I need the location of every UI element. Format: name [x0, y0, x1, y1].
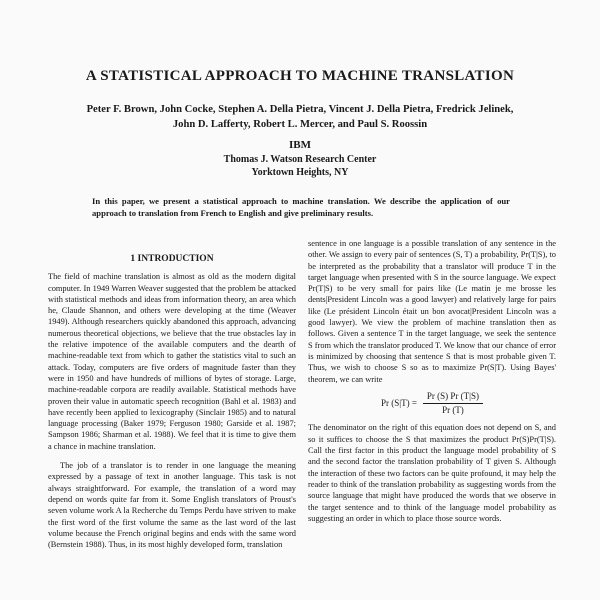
author-list [70, 102, 530, 132]
body-paragraph: The field of machine translation is almost as old as the modern digital computer. In 1949 Warren Weaver suggested that the problem be attacked with statistical methods and ideas from information theory, an area which he, Claude Shannon, and others were developing at the time (Weaver 1949). Although researchers quickly abandoned this approach, advancing numerous theoretical objections, we believe that the true obstacles lay in the relative impotence of the available computers and the dearth of machine-readable text from which to gather the statistics vital to such an attack. Today, computers are five orders of magnitude faster than they were in 1950 and have hundreds of millions of bytes of storage. Large, machine-readable corpora are readily available. Statistical methods have proven their value in automatic speech recognition (Bahl et al. 1983) and have recently been applied to lexicography (Sinclair 1985) and to natural language processing (Baker 1979; Ferguson 1980; Garside et al. 1987; Sampson 1986; Sharman et al. 1988). We feel that it is time to give them a chance in machine translation. [48, 272, 296, 451]
paper-title: A STATISTICAL APPROACH TO MACHINE TRANSLATION [85, 68, 515, 84]
body-paragraph: sentence in one language is a possible translation of any sentence in the other. We assign to every pair of sentences (S, T) a probability, Pr(T|S), to be interpreted as the probability that a translator will produce T in the target language when presented with S in the source language. We expect Pr(T|S) to be very small for pairs like (Le matin je me brosse les dents|President Lincoln was a good lawyer) and relatively large for pairs like (Le président Lincoln était un bon avocat|President Lincoln was a good lawyer). We view the problem of machine translation then as follows. Given a sentence T in the target language, we seek the sentence S from which the translator produced T. We know that our chance of error is minimized by choosing that sentence S that is most probable given T. Thus, we wish to choose S so as to maximize Pr(S|T). Using Bayes' theorem, we can write [308, 239, 556, 384]
section-heading: 1 INTRODUCTION [130, 254, 214, 264]
bayes-equation [308, 391, 556, 417]
authors-line-1: Peter F. Brown, John Cocke, Stephen A. Della Pietra, Vincent J. Della Pietra, Fredrick Jelinek, [86, 104, 514, 115]
equation-denominator: Pr (T) [442, 405, 464, 416]
abstract: In this paper, we present a statistical approach to machine translation. We describe the application of our approach to translation from French to English and give preliminary results. [92, 196, 510, 218]
body-paragraph: The job of a translator is to render in one language the meaning expressed by a passage of text in another language. This task is not always straightforward. For example, the translation of a word may depend on words quite far from it. Some English translators of Proust's seven volume work A la Recherche du Temps Perdu have striven to make the first word of the first volume the same as the last word of the last volume because the French original begins and ends with the same word (Bernstein 1988). Thus, in its most highly developed form, translation [48, 461, 296, 550]
body-paragraph: The denominator on the right of this equation does not depend on S, and so it suffices to choose the S that maximizes the product Pr(S)Pr(T|S). Call the first factor in this product the language model probability of S and the second factor the translation probability of T given S. Although the interaction of these two factors can be quite profound, it may help the reader to think of the translation probability as suggesting words from the source language that might have produced the words that we observe in the target sentence and to think of the language model probability as suggesting an order in which to place those source words. [308, 423, 556, 523]
equation-lhs: Pr (S|T) = [381, 398, 417, 408]
affiliation-org: IBM [289, 139, 311, 151]
authors-line-2: John D. Lafferty, Robert L. Mercer, and Paul S. Roossin [172, 119, 428, 130]
left-column [48, 254, 296, 550]
equation-numerator: Pr (S) Pr (T|S) [423, 391, 483, 404]
affiliation-center: Thomas J. Watson Research Center [223, 154, 377, 165]
equation-fraction [423, 391, 483, 417]
right-column [308, 238, 556, 524]
affiliation-location: Yorktown Heights, NY [251, 167, 349, 178]
